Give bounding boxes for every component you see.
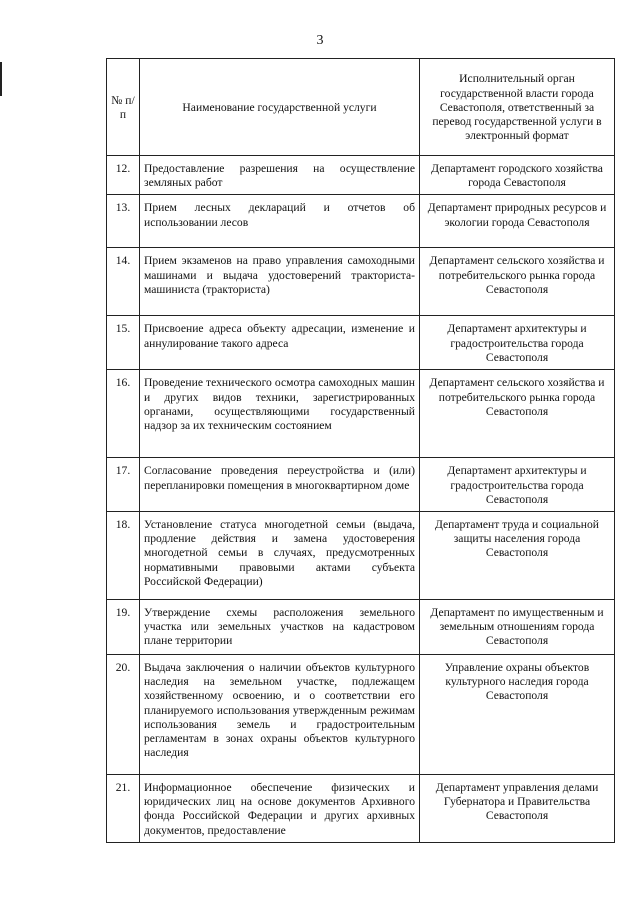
row-department: Департамент труда и социальной защиты населения города Севастополя [420, 512, 615, 600]
table-row [107, 600, 615, 655]
row-service-name: Прием лесных деклараций и отчетов об использовании лесов [140, 195, 420, 248]
header-num: № п/п [107, 59, 140, 156]
binding-mark [0, 62, 2, 96]
row-department: Департамент природных ресурсов и экологии города Севастополя [420, 195, 615, 248]
row-service-name: Прием экзаменов на право управления самоходными машинами и выдача удостоверений тракториста-машиниста (тракториста) [140, 248, 420, 316]
row-num: 20. [107, 655, 140, 775]
row-num: 13. [107, 195, 140, 248]
header-dept: Исполнительный орган государственной власти города Севастополя, ответственный за перевод государственной услуги в электронный формат [420, 59, 615, 156]
row-department: Департамент сельского хозяйства и потребительского рынка города Севастополя [420, 248, 615, 316]
header-name: Наименование государственной услуги [140, 59, 420, 156]
row-num: 19. [107, 600, 140, 655]
row-department: Департамент архитектуры и градостроительства города Севастополя [420, 458, 615, 512]
row-department: Департамент городского хозяйства города Севастополя [420, 156, 615, 195]
row-department: Департамент по имущественным и земельным отношениям города Севастополя [420, 600, 615, 655]
table-row [107, 195, 615, 248]
row-service-name: Согласование проведения переустройства и (или) перепланировки помещения в многоквартирном доме [140, 458, 420, 512]
row-service-name: Информационное обеспечение физических и юридических лиц на основе документов Архивного фонда Российской Федерации и других архивных документов, предоставление [140, 775, 420, 843]
row-service-name: Установление статуса многодетной семьи (выдача, продление действия и замена удостоверения многодетной семьи в случаях, предусмотренных нормативными правовыми актами субъекта Российской Федерации) [140, 512, 420, 600]
row-department: Департамент управления делами Губернатора и Правительства Севастополя [420, 775, 615, 843]
table-row [107, 248, 615, 316]
row-department: Управление охраны объектов культурного наследия города Севастополя [420, 655, 615, 775]
row-num: 18. [107, 512, 140, 600]
row-service-name: Проведение технического осмотра самоходных машин и других видов техники, зарегистрированных органами, осуществляющими государственный надзор за их техническим состоянием [140, 370, 420, 458]
row-num: 17. [107, 458, 140, 512]
row-num: 16. [107, 370, 140, 458]
row-service-name: Утверждение схемы расположения земельного участка или земельных участков на кадастровом плане территории [140, 600, 420, 655]
row-service-name: Присвоение адреса объекту адресации, изменение и аннулирование такого адреса [140, 316, 420, 370]
row-department: Департамент архитектуры и градостроительства города Севастополя [420, 316, 615, 370]
table-row [107, 316, 615, 370]
table-row [107, 775, 615, 843]
row-num: 14. [107, 248, 140, 316]
row-num: 15. [107, 316, 140, 370]
row-num: 12. [107, 156, 140, 195]
table-row [107, 458, 615, 512]
table-header-row [107, 59, 615, 156]
table-row [107, 655, 615, 775]
services-table [106, 58, 615, 843]
row-department: Департамент сельского хозяйства и потребительского рынка города Севастополя [420, 370, 615, 458]
row-service-name: Предоставление разрешения на осуществление земляных работ [140, 156, 420, 195]
table-row [107, 370, 615, 458]
row-service-name: Выдача заключения о наличии объектов культурного наследия на земельном участке, подлежащем хозяйственному освоению, и о соответствии его планируемого использования утвержденным режимам использования земель и градостроительным регламентам в зонах охраны объектов культурного наследия [140, 655, 420, 775]
table-row [107, 156, 615, 195]
row-num: 21. [107, 775, 140, 843]
table-row [107, 512, 615, 600]
page-number: 3 [316, 33, 324, 48]
